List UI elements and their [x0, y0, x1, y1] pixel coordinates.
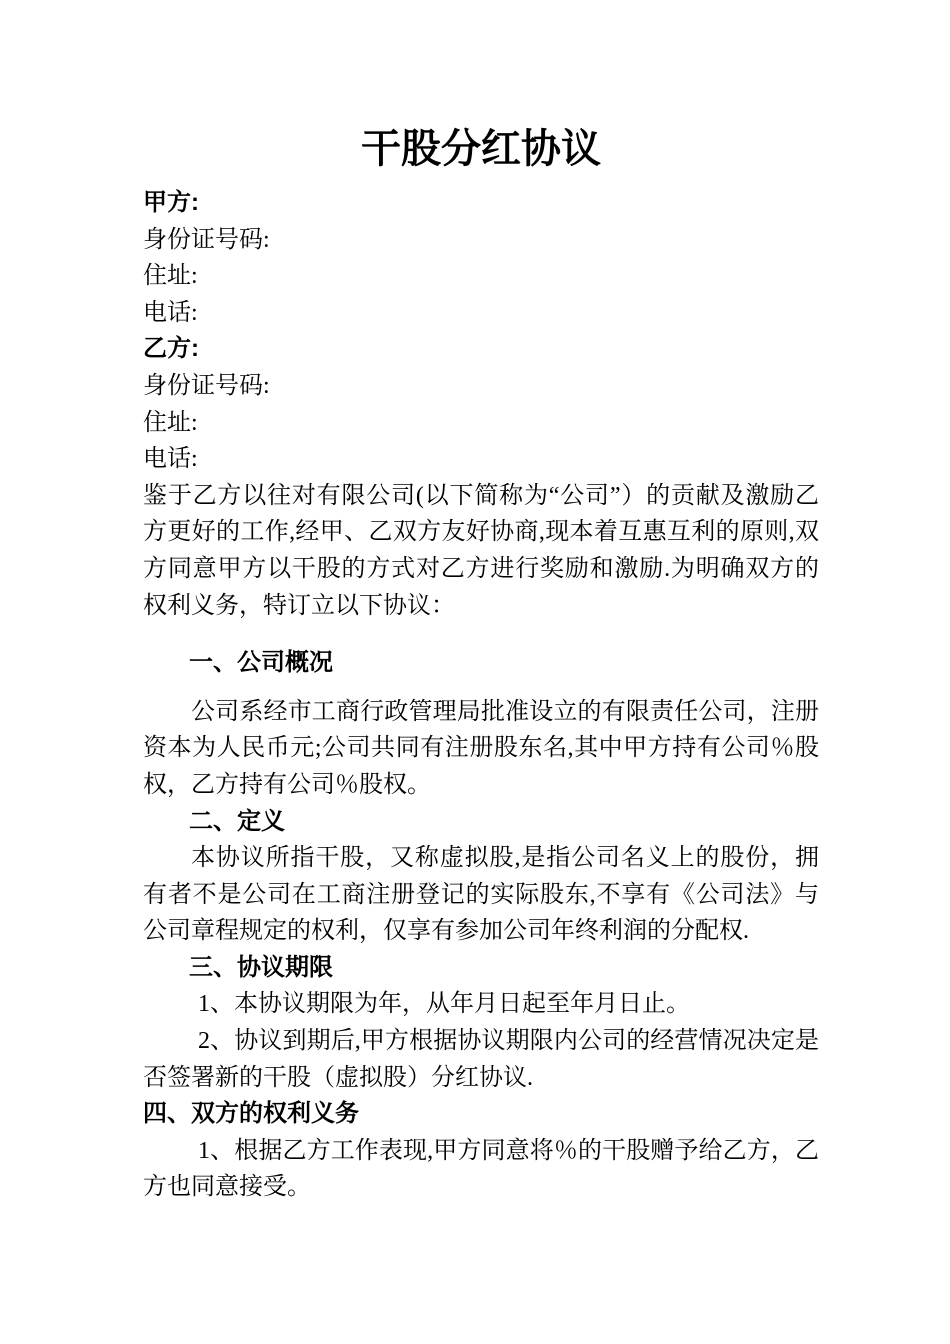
section-2-heading: 二、定义 — [189, 807, 285, 835]
party-b-id-label: 身份证号码: — [143, 372, 270, 399]
document-body — [143, 185, 819, 1206]
section-4-heading: 四、双方的权利义务 — [143, 1100, 359, 1128]
preamble-paragraph: 鉴于乙方以往对有限公司(以下简称为“公司”）的贡献及激励乙方更好的工作,经甲、乙双方友好协商,现本着互惠互利的原则,双方同意甲方以干股的方式对乙方进行奖励和激励.为明确双方的权利义务，特订立以下协议： — [143, 482, 819, 619]
section-3-item-1: 1、本协议期限为年，从年月日起至年月日止。 — [198, 991, 690, 1018]
section-4-item-1: 1、根据乙方工作表现,甲方同意将％的干股赠予给乙方，乙方也同意接受。 — [143, 1137, 819, 1201]
party-b-address-label: 住址: — [143, 409, 198, 436]
party-a-label: 甲方: — [143, 189, 199, 216]
party-a-phone-label: 电话: — [143, 299, 198, 326]
section-2-body: 本协议所指干股，又称虚拟股,是指公司名义上的股份，拥有者不是公司在工商注册登记的实际股东,不享有《公司法》与公司章程规定的权利，仅享有参加公司年终利润的分配权. — [143, 845, 819, 945]
document-title: 干股分红协议 — [361, 127, 601, 171]
party-a-id-label: 身份证号码: — [143, 226, 270, 253]
party-b-phone-label: 电话: — [143, 446, 198, 473]
party-b-label: 乙方: — [143, 335, 199, 363]
section-1-body: 公司系经市工商行政管理局批准设立的有限责任公司，注册资本为人民币元;公司共同有注册股东名,其中甲方持有公司％股权，乙方持有公司％股权。 — [143, 698, 819, 798]
section-3-item-2: 2、协议到期后,甲方根据协议期限内公司的经营情况决定是否签署新的干股（虚拟股）分红协议. — [143, 1028, 819, 1091]
party-a-address-label: 住址: — [143, 263, 198, 290]
section-1-heading: 一、公司概况 — [189, 649, 333, 677]
section-3-heading: 三、协议期限 — [189, 953, 333, 981]
